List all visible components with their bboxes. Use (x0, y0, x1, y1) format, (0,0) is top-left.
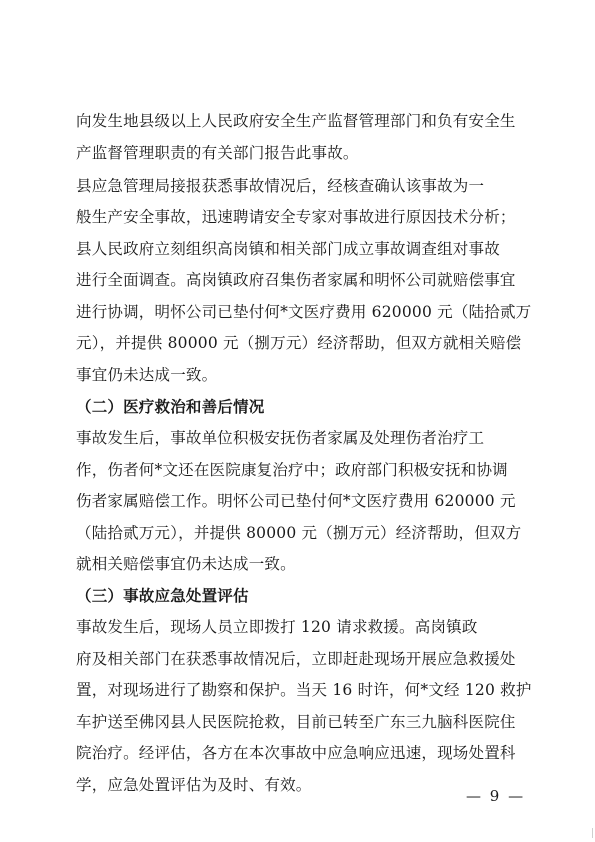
paragraph-line: 府及相关部门在获悉事故情况后，立即赶赴现场开展应急救援处 (76, 650, 516, 668)
paragraph-line: 学，应急处置评估为及时、有效。 (76, 776, 312, 794)
paragraph-line: 事故发生后，事故单位积极安抚伤者家属及处理伤者治疗工 (76, 429, 485, 447)
paragraph-line: 般生产安全事故，迅速聘请安全专家对事故进行原因技术分析； (76, 208, 516, 226)
paragraph-line: 车护送至佛冈县人民医院抢救，目前已转至广东三九脑科医院住 (76, 713, 516, 731)
paragraph-line: 作，伤者何*文还在医院康复治疗中；政府部门积极安抚和协调 (76, 461, 508, 479)
paragraph-line: 产监督管理职责的有关部门报告此事故。 (76, 144, 359, 162)
paragraph-line: 县人民政府立刻组织高岗镇和相关部门成立事故调查组对事故 (76, 240, 500, 258)
page-edge-mark (592, 828, 593, 838)
paragraph-line: （陆拾贰万元），并提供 80000 元（捌万元）经济帮助，但双方 (76, 524, 522, 542)
paragraph-line: 事故发生后，现场人员立即拨打 120 请求救援。高岗镇政 (76, 618, 478, 636)
section-heading: （二）医疗救治和善后情况 (76, 397, 265, 416)
paragraph-line: 伤者家属赔偿工作。明怀公司已垫付何*文医疗费用 620000 元 (76, 492, 516, 510)
paragraph-line: 就相关赔偿事宜仍未达成一致。 (76, 555, 296, 573)
paragraph-line: 事宜仍未达成一致。 (76, 366, 218, 384)
section-heading: （三）事故应急处置评估 (76, 586, 249, 605)
paragraph-line: 县应急管理局接报获悉事故情况后，经核查确认该事故为一 (76, 177, 485, 195)
paragraph-line: 置，对现场进行了勘察和保护。当天 16 时许，何*文经 120 救护 (76, 681, 532, 699)
paragraph-line: 向发生地县级以上人民政府安全生产监督管理部门和负有安全生 (76, 112, 516, 130)
paragraph-line: 进行协调，明怀公司已垫付何*文医疗费用 620000 元（陆拾贰万 (76, 303, 532, 321)
paragraph-line: 院治疗。经评估，各方在本次事故中应急响应迅速，现场处置科 (76, 744, 516, 762)
paragraph-line: 进行全面调查。高岗镇政府召集伤者家属和明怀公司就赔偿事宜 (76, 271, 516, 289)
page-number: — 9 — (466, 787, 526, 805)
paragraph-line: 元），并提供 80000 元（捌万元）经济帮助，但双方就相关赔偿 (76, 334, 522, 352)
